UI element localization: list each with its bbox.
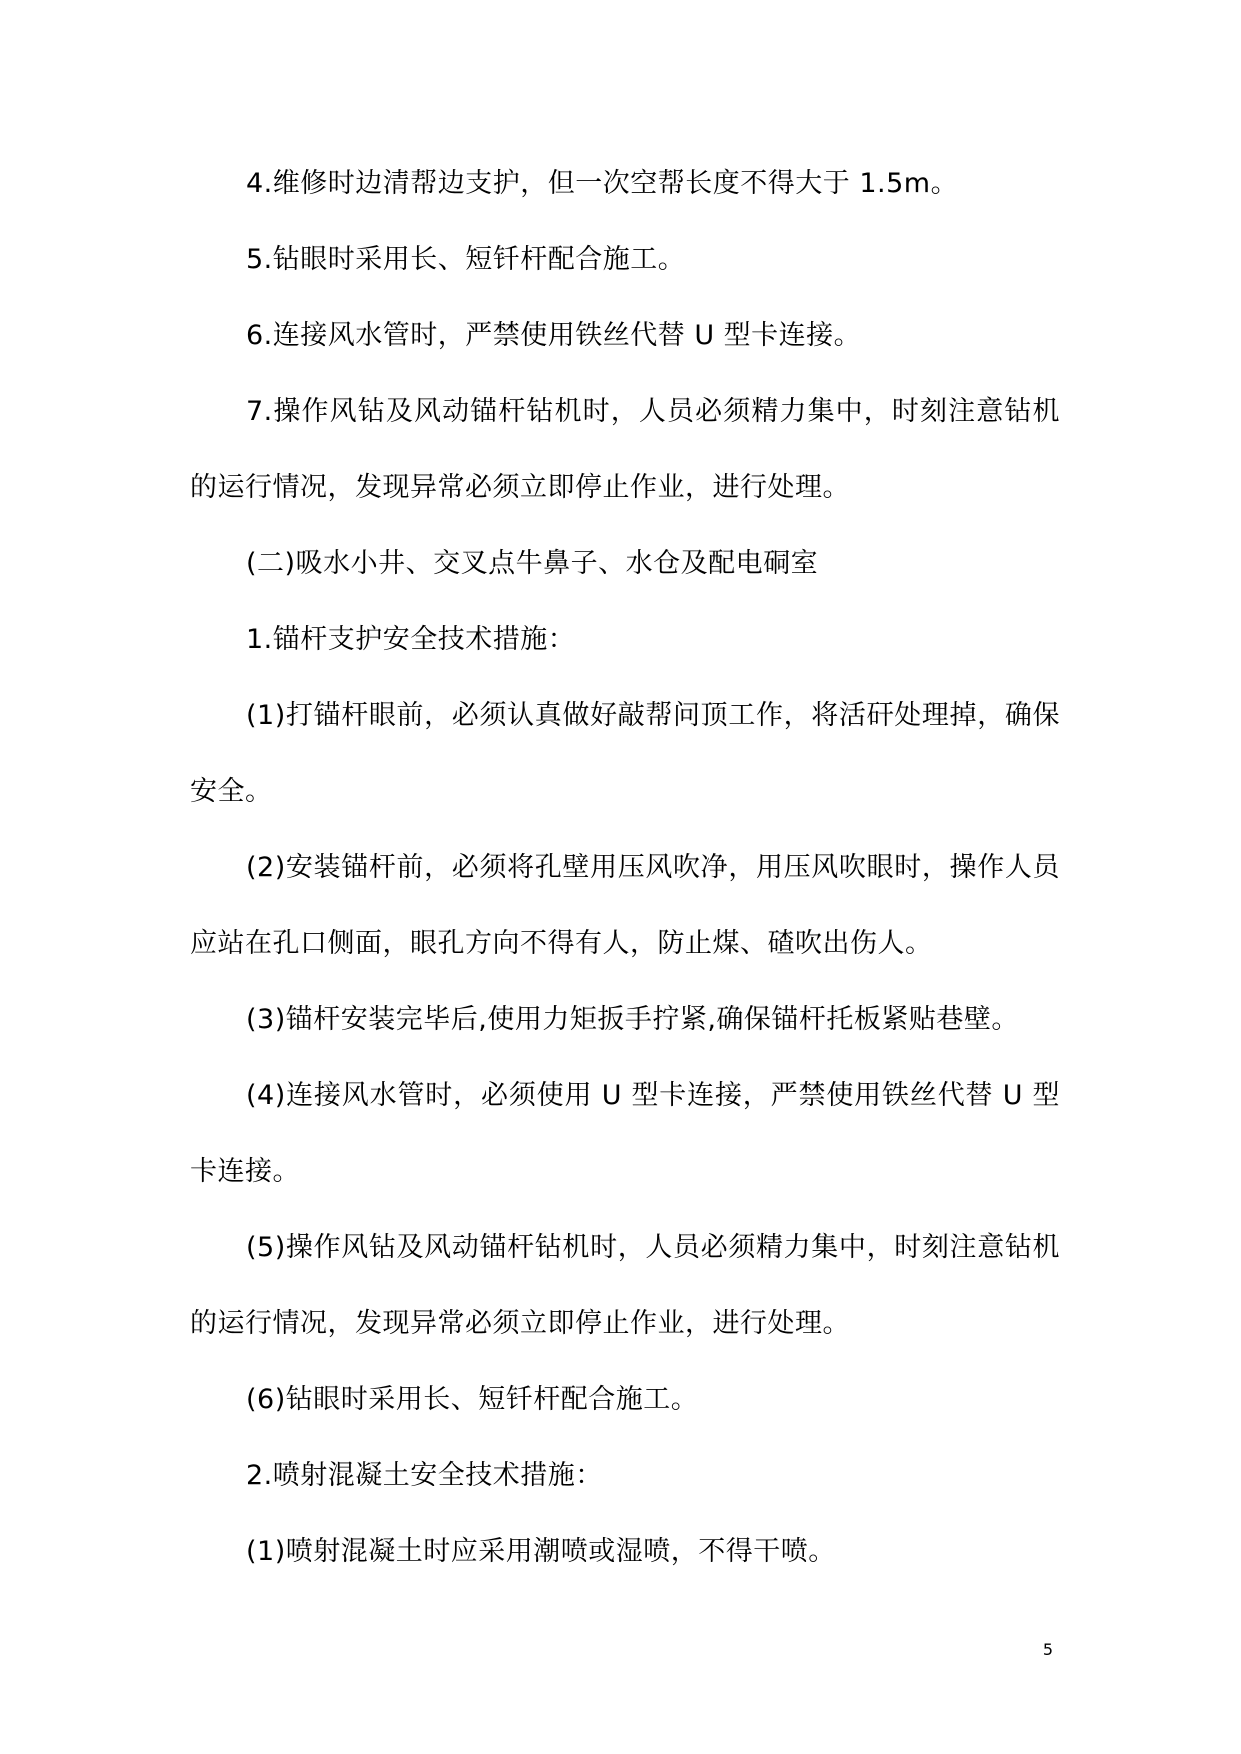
paragraph-item-4: 4.维修时边清帮边支护，但一次空帮长度不得大于 1.5m。 — [246, 168, 959, 199]
document-body — [190, 146, 1060, 1590]
paragraph-subitem-6: (6)钻眼时采用长、短钎杆配合施工。 — [246, 1384, 699, 1415]
paragraph-shotcrete-1: (1)喷射混凝土时应采用潮喷或湿喷，不得干喷。 — [246, 1536, 836, 1567]
subsection-heading-bolt-support: 1.锚杆支护安全技术措施： — [246, 624, 576, 655]
paragraph-subitem-5: (5)操作风钻及风动锚杆钻机时，人员必须精力集中，时刻注意钻机的运行情况，发现异常必须立即停止作业，进行处理。 — [190, 1232, 1060, 1339]
paragraph-subitem-3: (3)锚杆安装完毕后,使用力矩扳手拧紧,确保锚杆托板紧贴巷壁。 — [246, 1004, 1019, 1035]
paragraph-item-5: 5.钻眼时采用长、短钎杆配合施工。 — [246, 244, 686, 275]
paragraph-subitem-2: (2)安装锚杆前，必须将孔壁用压风吹净，用压风吹眼时，操作人员应站在孔口侧面，眼孔方向不得有人，防止煤、碴吹出伤人。 — [190, 852, 1060, 959]
subsection-heading-shotcrete: 2.喷射混凝土安全技术措施： — [246, 1460, 603, 1491]
section-heading-2: (二)吸水小井、交叉点牛鼻子、水仓及配电硐室 — [246, 548, 819, 579]
paragraph-item-6: 6.连接风水管时，严禁使用铁丝代替 U 型卡连接。 — [246, 320, 862, 351]
page-number: 5 — [1042, 1640, 1053, 1659]
paragraph-subitem-1: (1)打锚杆眼前，必须认真做好敲帮问顶工作，将活矸处理掉，确保安全。 — [190, 700, 1060, 807]
paragraph-subitem-4: (4)连接风水管时，必须使用 U 型卡连接，严禁使用铁丝代替 U 型卡连接。 — [190, 1080, 1060, 1187]
paragraph-item-7: 7.操作风钻及风动锚杆钻机时，人员必须精力集中，时刻注意钻机的运行情况，发现异常必须立即停止作业，进行处理。 — [190, 396, 1060, 503]
